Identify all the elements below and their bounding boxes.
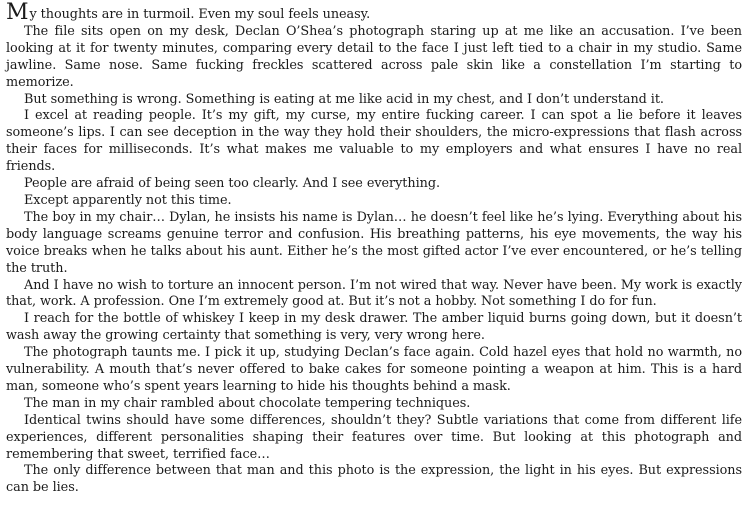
paragraph-3: But something is wrong. Something is eating at me like acid in my chest, and I don’t understand it.	[24, 91, 664, 107]
paragraph-5: People are afraid of being seen too clearly. And I see everything.	[24, 176, 440, 192]
paragraph-12: Identical twins should have some differences, shouldn’t they? Subtle variations that come from different life experiences, different personalities shaping their features over time. But looking at this photograph and remembering that sweet, terrified face…	[6, 412, 742, 462]
paragraph-10: The photograph taunts me. I pick it up, studying Declan’s face again. Cold hazel eyes that hold no warmth, no vulnerability. A mouth that’s never offered to bake cakes for someone pointing a weapon at him. This is a hard man, someone who’s spent years learning to hide his thoughts behind a mask.	[6, 345, 742, 394]
drop-cap: M	[6, 0, 29, 25]
paragraph-11: The man in my chair rambled about chocolate tempering techniques.	[24, 395, 471, 411]
paragraph-7: The boy in my chair… Dylan, he insists his name is Dylan… he doesn’t feel like he’s lying. Everything about his body language screams genuine terror and confusion. His breathing patterns, his eye movements, the way his voice breaks when he talks about his aunt. Either he’s the most gifted actor I’ve ever encountered, or he’s telling the truth.	[6, 209, 742, 276]
paragraph-1	[6, 0, 742, 25]
paragraph-2: The file sits open on my desk, Declan O’Shea’s photograph staring up at me like an accusation. I’ve been looking at it for twenty minutes, comparing every detail to the face I just left tied to a chair in my studio. Same jawline. Same nose. Same fucking freckles scattered across pale skin like a constellation I’m starting to memorize.	[6, 23, 742, 90]
paragraph-4: I excel at reading people. It’s my gift, my curse, my entire fucking career. I can spot a lie before it leaves someone’s lips. I can see deception in the way they hold their shoulders, the micro-expressions that flash across their faces for milliseconds. It’s what makes me valuable to my employers and what ensures I have no real friends.	[6, 108, 742, 175]
paragraph-9: I reach for the bottle of whiskey I keep in my desk drawer. The amber liquid burns going down, but it doesn’t wash away the growing certainty that something is very, very wrong here.	[6, 311, 742, 344]
paragraph-8: And I have no wish to torture an innocent person. I’m not wired that way. Never have been. My work is exactly that, work. A profession. One I’m extremely good at. But it’s not a hobby. Not something I do for fun.	[6, 277, 742, 310]
paragraph-6: Except apparently not this time.	[24, 192, 232, 208]
paragraph-13: The only difference between that man and this photo is the expression, the light in his eyes. But expressions can be lies.	[6, 463, 742, 496]
paragraph-1-text: y thoughts are in turmoil. Even my soul feels uneasy.	[29, 7, 371, 22]
